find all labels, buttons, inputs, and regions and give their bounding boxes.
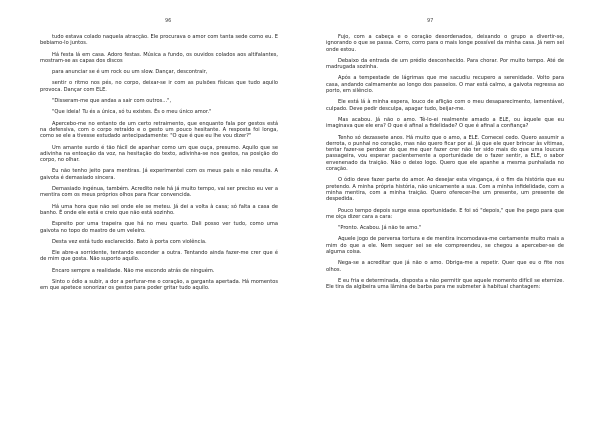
page-number: 97 [427,18,434,24]
paragraph: Mas acabou. Já não o amo. Tê-lo-ei realmente amado a ELE, ou àquele que eu imaginava que ele era? O que é afinal a fidelidade? O que é afinal a confiança? [326,116,564,130]
paragraph: Há uma hora que não sei onde ele se meteu. Já dei a volta à casa; só falta a casa de banho. É onde ele está e creio que não está sozinho. [40,203,278,216]
page-body [40,34,278,297]
paragraph: Desta vez está tudo esclarecido. Bato à porta com violência. [52,238,207,245]
paragraph: Após a tempestade de lágrimas que me sacudiu recupero a serenidade. Volto para casa, andando calmamente ao longo dos passeios. O mar está calmo, a gaivota regressa ao porto, em silêncio. [326,75,564,95]
paragraph: "Disseram-me que andas a sair com outros...", [52,98,172,105]
paragraph: Eu não tenho jeito para mentiras. Já experimentei com os meus pais e não resulta. A gaivota é demasiado sincera. [40,168,278,181]
paragraph: Demasiado ingénua, também. Acredito nele há já muito tempo, vai ser preciso eu ver a mentira com os meus próprios olhos para ficar convencida. [40,186,278,199]
paragraph: E eu fria e determinada, disposta a não permitir que aquele momento difícil se eternize. Ele tira da algibeira uma lâmina de barba para me submeter à habitual chantagem: [326,277,564,291]
paragraph: Um amante surdo é tão fácil de apanhar como um que ouça, presumo. Aquilo que se adivinha na entoação da voz, na hesitação do texto, adivinha-se nos gestos, na posição do corpo, no olhar. [40,144,278,164]
page-number: 96 [165,18,172,24]
right-page [300,0,600,424]
paragraph: Debaixo da entrada de um prédio desconhecido. Para chorar. Por muito tempo. Até de madrugada sozinha. [326,57,564,71]
paragraph: Tenho só dezassete anos. Há muito que o amo, a ELE. Comecei cedo. Quero assumir a derrota, o punhal no coração, mas não quero ficar por aí. Já que ele quer brincar às vítimas, tentar fazer-se perdoar do que me quer fazer crer não ter sido mais do que uma loucura passageira, vou esperar pacientemente a oportunidade de o fazer sentir, a ELE, o sabor envenenado da traição. Não o deixo logo. Quero que ele apanhe a mesma punhalada no coração. [326,134,564,173]
paragraph: tudo estava colado naquela atracção. Ele procurava o amor com tanta sede como eu. E bebiamo-lo juntos. [40,34,278,47]
paragraph: Fujo, com a cabeça e o coração desordenados, deixando o grupo a divertir-se, ignorando o que se passa. Corro, corro para o mais longe possível da minha casa. Já nem sei onde estou. [326,34,564,53]
paragraph: Há festa lá em casa. Adoro festas. Música a fundo, os ouvidos colados aos altifalantes, mostram-se as capas dos discos [40,51,278,64]
paragraph: para anunciar se é um rock ou um slow. Dançar, descontrair, [52,69,208,76]
paragraph: Espreito por uma trapeira que há no meu quarto. Dali posso ver tudo, como uma gaivota no topo do mastro de um veleiro. [40,221,278,234]
paragraph: "Pronto. Acabou. Já não te amo." [338,225,422,232]
paragraph: O ódio deve fazer parte do amor. Ao desejar esta vingança, é o fim da história que eu pretendo. A minha própria história, não unicamente a sua. Com a minha infidelidade, com a minha mentira, com a minha traição. Quero oferecer-lhe um presente, um presente de despedida. [326,177,564,203]
paragraph: Sinto o ódio a subir, a dor a perfurar-me o coração, a garganta apertada. Há momentos em que apetece sonorizar os gestos para poder gritar tudo aquilo. [40,279,278,292]
paragraph: "Que ideia! Tu és a única, só tu existes. És o meu único amor." [52,109,212,116]
page-body [326,34,564,296]
paragraph: Ele está lá à minha espera, louco de aflição com o meu desaparecimento, lamentável, culpado. Deve pedir desculpa, apagar tudo, beijar-me. [326,99,564,112]
paragraph: Aquele jogo de perversa tortura e de mentira incomodava-me certamente muito mais a mim do que a ele. Nem sequer sei se ele compreendeu, se chegou a aperceber-se de alguma coisa. [326,236,564,256]
paragraph: Encaro sempre a realidade. Não me escondo atrás de ninguém. [52,267,215,274]
paragraph: Ele abre-a sorridente, tentando esconder a outra. Tentando ainda fazer-me crer que é de mim que gosta. Não suporto aquilo. [40,250,278,263]
paragraph: sentir o ritmo nos pés, no corpo, deixar-se ir com as pulsões físicas que tudo aquilo provoca. Dançar com ELE. [40,80,278,93]
paragraph: Nega-se a acreditar que já não o amo. Obriga-me a repetir. Quer que eu o fite nos olhos. [326,260,564,273]
paragraph: Apercebo-me no entanto de um certo retraimento, que enquanto fala por gestos está na defensiva, com o corpo retraído e o gesto um pouco hesitante. A resposta foi longa, como se ele a tivesse estudado antecipadamente: "O que é que eu lhe vou dizer?" [40,120,278,140]
paragraph: Pouco tempo depois surge essa oportunidade. E foi só "depois," que lhe pego para que me oiça dizer cara a cara: [326,207,564,220]
